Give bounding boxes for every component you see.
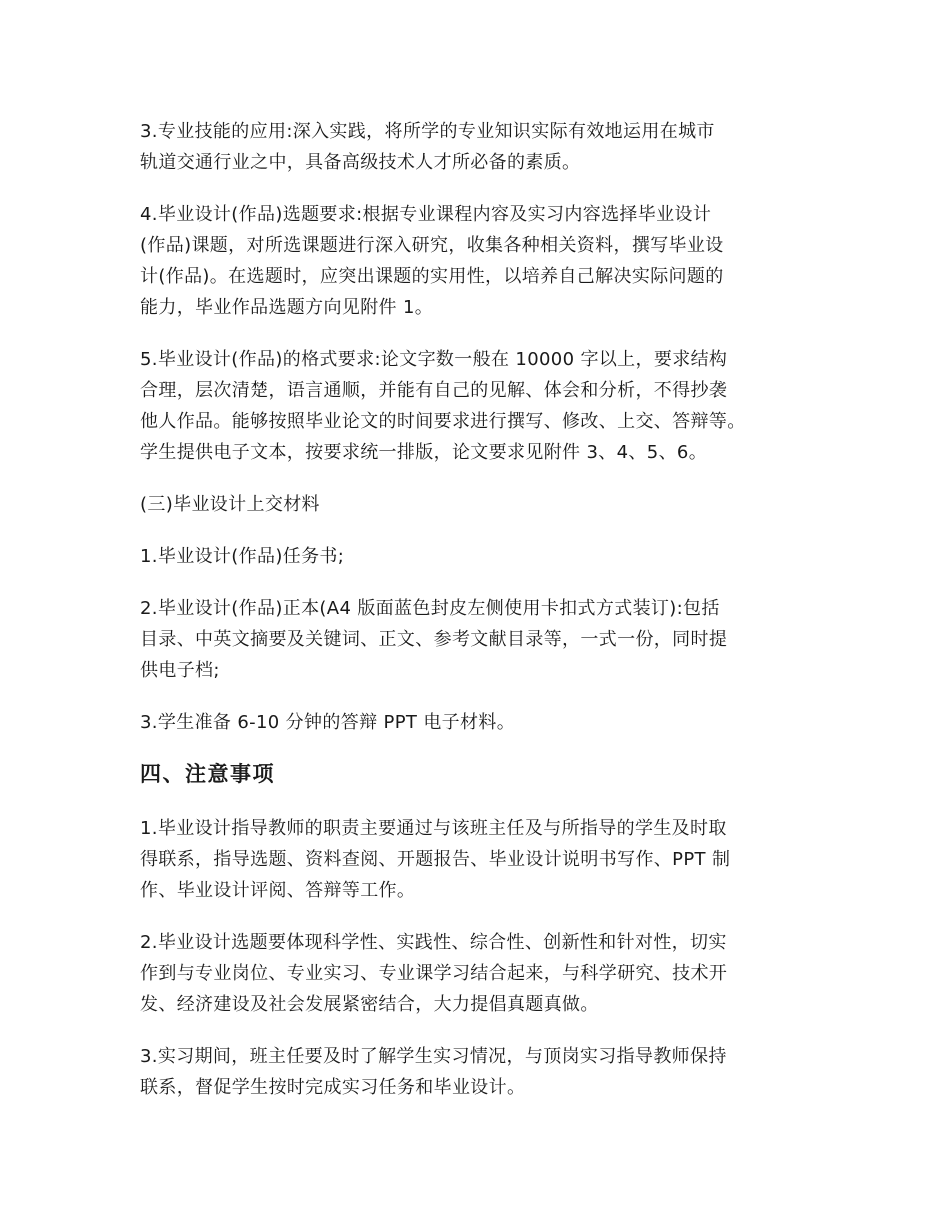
text-line: 3.专业技能的应用:深入实践，将所学的专业知识实际有效地运用在城市: [140, 121, 715, 142]
text-line: 他人作品。能够按照毕业论文的时间要求进行撰写、修改、上交、答辩等。: [140, 411, 746, 432]
paragraph-format-requirements: [140, 344, 830, 468]
text-line: (作品)课题，对所选课题进行深入研究，收集各种相关资料，撰写毕业设: [140, 235, 724, 256]
text-line: 1.毕业设计(作品)任务书;: [140, 546, 345, 567]
paragraph-advisor-duties: [140, 813, 830, 906]
text-line: 发、经济建设及社会发展紧密结合，大力提倡真题真做。: [140, 994, 599, 1015]
text-line: 轨道交通行业之中，具备高级技术人才所必备的素质。: [140, 152, 581, 173]
section-heading-notes: 四、注意事项: [140, 762, 275, 786]
list-item-main-copy: [140, 593, 830, 686]
text-line: 联系，督促学生按时完成实习任务和毕业设计。: [140, 1077, 526, 1098]
paragraph-skill-application: [140, 116, 830, 178]
text-line: 2.毕业设计选题要体现科学性、实践性、综合性、创新性和针对性，切实: [140, 932, 727, 953]
text-line: 2.毕业设计(作品)正本(A4 版面蓝色封皮左侧使用卡扣式方式装订):包括: [140, 598, 720, 619]
text-line: 学生提供电子文本，按要求统一排版，论文要求见附件 3、4、5、6。: [140, 442, 708, 463]
paragraph-internship-period: [140, 1041, 830, 1103]
paragraph-topic-principles: [140, 927, 830, 1020]
subsection-title-submission-materials: [140, 489, 830, 520]
list-item-defense-ppt: [140, 707, 830, 738]
text-line: 3.实习期间，班主任要及时了解学生实习情况，与顶岗实习指导教师保持: [140, 1046, 727, 1067]
text-line: 3.学生准备 6-10 分钟的答辩 PPT 电子材料。: [140, 712, 516, 733]
text-line: 供电子档;: [140, 660, 220, 681]
text-line: 作到与专业岗位、专业实习、专业课学习结合起来，与科学研究、技术开: [140, 963, 728, 984]
text-line: 能力，毕业作品选题方向见附件 1。: [140, 297, 434, 318]
list-item-task-book: [140, 541, 830, 572]
text-line: 计(作品)。在选题时，应突出课题的实用性，以培养自己解决实际问题的: [140, 266, 724, 287]
text-line: 1.毕业设计指导教师的职责主要通过与该班主任及与所指导的学生及时取: [140, 818, 727, 839]
text-line: 目录、中英文摘要及关键词、正文、参考文献目录等，一式一份，同时提: [140, 629, 728, 650]
text-line: 4.毕业设计(作品)选题要求:根据专业课程内容及实习内容选择毕业设计: [140, 204, 712, 225]
text-line: 合理，层次清楚，语言通顺，并能有自己的见解、体会和分析，不得抄袭: [140, 380, 728, 401]
document-body: [140, 116, 830, 1124]
text-line: 5.毕业设计(作品)的格式要求:论文字数一般在 10000 字以上，要求结构: [140, 349, 728, 370]
text-line: (三)毕业设计上交材料: [140, 494, 320, 515]
text-line: 得联系，指导选题、资料查阅、开题报告、毕业设计说明书写作、PPT 制: [140, 849, 731, 870]
paragraph-topic-requirements: [140, 199, 830, 323]
text-line: 作、毕业设计评阅、答辩等工作。: [140, 880, 416, 901]
